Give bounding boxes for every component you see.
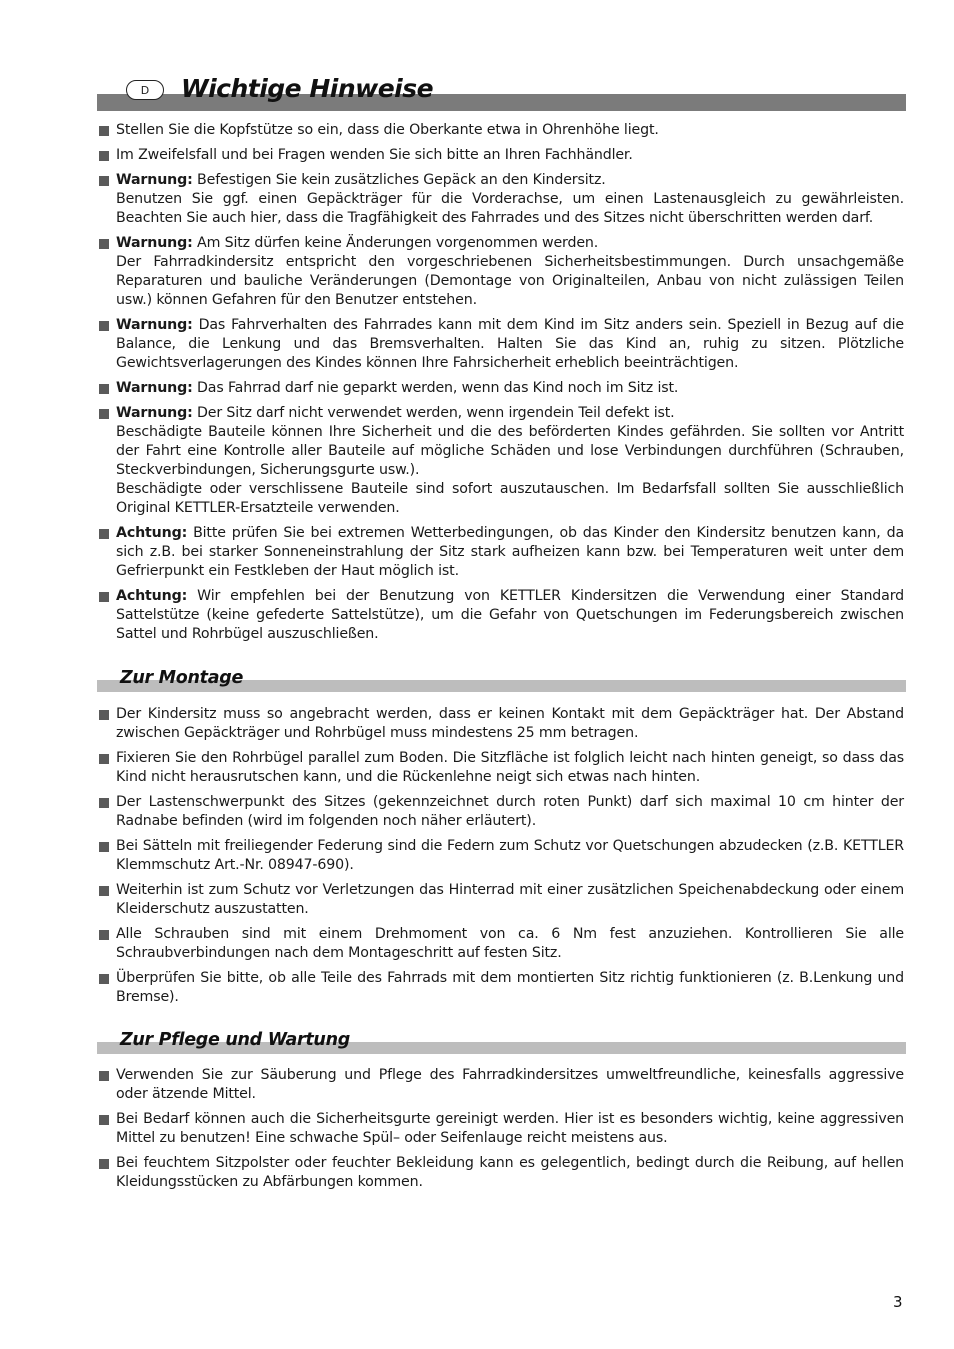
item-text: Benutzen Sie ggf. einen Gepäckträger für die Vorderachse, um einen Lastenausgleich zu gewährleisten. Beachten Sie auch hier, dass die Tragfähigkeit des Fahrrades und des Sitzes nicht überschritten werden darf.: [116, 191, 904, 226]
page-title: Wichtige Hinweise: [181, 74, 434, 103]
square-bullet-icon: [99, 842, 109, 852]
item-line: [116, 316, 904, 373]
item-line: [116, 793, 904, 831]
item-text: Das Fahrrad darf nie geparkt werden, wenn das Kind noch im Sitz ist.: [197, 380, 679, 396]
language-badge: D: [126, 80, 164, 100]
item-text: Das Fahrverhalten des Fahrrades kann mit dem Kind im Sitz anders sein. Speziell in Bezug auf die Balance, die Lenkung und das Bremsverhalten. Halten Sie das Kind an, ruhig zu sitzen. Plötzliche Gewichtsverlagerungen des Kindes können Ihre Fahrsicherheit erheblich beeinträchtigen.: [116, 317, 904, 371]
item-line: [116, 969, 904, 1007]
item-line: [116, 146, 904, 165]
section-list-montage: [97, 705, 904, 1013]
item-line: [116, 379, 904, 398]
square-bullet-icon: [99, 1071, 109, 1081]
item-text: Der Kindersitz muss so angebracht werden, dass er keinen Kontakt mit dem Gepäckträger hat. Der Abstand zwischen Gepäckträger und Rohrbügel muss mindestens 25 mm betragen.: [116, 706, 904, 741]
item-text: Bei Sätteln mit freiliegender Federung sind die Federn zum Schutz vor Quetschungen abzudecken (z.B. KETTLER Klemmschutz Art.-Nr. 08947-690).: [116, 838, 904, 873]
section-title-pflege: Zur Pflege und Wartung: [120, 1030, 350, 1050]
square-bullet-icon: [99, 592, 109, 602]
list-item: [97, 171, 904, 228]
list-item: [97, 1154, 904, 1192]
list-item: [97, 705, 904, 743]
item-text: Weiterhin ist zum Schutz vor Verletzungen das Hinterrad mit einer zusätzlichen Speichenabdeckung oder einem Kleiderschutz auszustatten.: [116, 882, 904, 917]
list-item: [97, 1066, 904, 1104]
square-bullet-icon: [99, 529, 109, 539]
item-line: [116, 234, 904, 253]
item-text: Verwenden Sie zur Säuberung und Pflege des Fahrradkindersitzes umweltfreundliche, keinesfalls aggressive oder ätzende Mittel.: [116, 1067, 904, 1102]
item-text: Am Sitz dürfen keine Änderungen vorgenommen werden.: [197, 235, 599, 251]
section-title-montage: Zur Montage: [120, 668, 244, 688]
list-item: [97, 146, 904, 165]
section-header-montage: [97, 667, 906, 695]
item-line: [116, 171, 904, 190]
square-bullet-icon: [99, 1115, 109, 1125]
item-line: [116, 749, 904, 787]
item-line: [116, 480, 904, 518]
item-label: Warnung:: [116, 405, 193, 421]
item-line: [116, 524, 904, 581]
list-item: [97, 793, 904, 831]
list-item: [97, 316, 904, 373]
item-text: Im Zweifelsfall und bei Fragen wenden Sie sich bitte an Ihren Fachhändler.: [116, 147, 633, 163]
item-text: Bei feuchtem Sitzpolster oder feuchter Bekleidung kann es gelegentlich, bedingt durch die Reibung, auf hellen Kleidungsstücken zu Abfärbungen kommen.: [116, 1155, 904, 1190]
list-item: [97, 587, 904, 644]
list-item: [97, 234, 904, 310]
section-list-hinweise: [97, 121, 904, 650]
section-header-pflege: [97, 1029, 906, 1057]
square-bullet-icon: [99, 126, 109, 136]
list-item: [97, 925, 904, 963]
list-item: [97, 1110, 904, 1148]
list-item: [97, 379, 904, 398]
item-line: [116, 1154, 904, 1192]
item-label: Warnung:: [116, 235, 193, 251]
page-number: 3: [893, 1293, 903, 1311]
item-text: Der Fahrradkindersitz entspricht den vorgeschriebenen Sicherheitsbestimmungen. Durch unsachgemäße Reparaturen und bauliche Veränderungen (Demontage von Originalteilen, Anbau von nicht zulässigen Teilen usw.) können Gefahren für den Benutzer entstehen.: [116, 254, 904, 308]
item-line: [116, 837, 904, 875]
item-text: Bei Bedarf können auch die Sicherheitsgurte gereinigt werden. Hier ist es besonders wichtig, keine aggressiven Mittel zu benutzen! Eine schwache Spül– oder Seifenlauge reicht meistens aus.: [116, 1111, 904, 1146]
item-text: Stellen Sie die Kopfstütze so ein, dass die Oberkante etwa in Ohrenhöhe liegt.: [116, 122, 659, 138]
list-item: [97, 969, 904, 1007]
item-line: [116, 881, 904, 919]
list-item: [97, 881, 904, 919]
list-item: [97, 749, 904, 787]
item-label: Achtung:: [116, 588, 188, 604]
square-bullet-icon: [99, 239, 109, 249]
item-text: Beschädigte oder verschlissene Bauteile sind sofort auszutauschen. Im Bedarfsfall sollten Sie ausschließlich Original KETTLER-Ersatzteile verwenden.: [116, 481, 904, 516]
item-label: Warnung:: [116, 172, 193, 188]
item-line: [116, 925, 904, 963]
item-text: Der Lastenschwerpunkt des Sitzes (gekennzeichnet durch roten Punkt) darf sich maximal 10 cm hinter der Radnabe befinden (wird im folgenden noch näher erläutert).: [116, 794, 904, 829]
item-line: [116, 1066, 904, 1104]
square-bullet-icon: [99, 176, 109, 186]
list-item: [97, 524, 904, 581]
item-line: [116, 404, 904, 423]
item-text: Beschädigte Bauteile können Ihre Sicherheit und die des beförderten Kindes gefährden. Sie sollten vor Antritt der Fahrt eine Kontrolle aller Bauteile auf mögliche Schäden und lose Verbindungen durchführen (Schrauben, Steckverbindungen, Sicherungsgurte usw.).: [116, 424, 904, 478]
item-text: Überprüfen Sie bitte, ob alle Teile des Fahrrads mit dem montierten Sitz richtig funktionieren (z. B.Lenkung und Bremse).: [116, 970, 904, 1005]
item-text: Der Sitz darf nicht verwendet werden, wenn irgendein Teil defekt ist.: [197, 405, 675, 421]
item-line: [116, 121, 904, 140]
square-bullet-icon: [99, 886, 109, 896]
square-bullet-icon: [99, 754, 109, 764]
square-bullet-icon: [99, 798, 109, 808]
square-bullet-icon: [99, 384, 109, 394]
square-bullet-icon: [99, 930, 109, 940]
item-line: [116, 587, 904, 644]
item-text: Fixieren Sie den Rohrbügel parallel zum Boden. Die Sitzfläche ist folglich leicht nach hinten geneigt, so dass das Kind nicht herausrutschen kann, und die Rückenlehne neigt sich etwas nach hinten.: [116, 750, 904, 785]
square-bullet-icon: [99, 710, 109, 720]
square-bullet-icon: [99, 321, 109, 331]
item-line: [116, 705, 904, 743]
square-bullet-icon: [99, 409, 109, 419]
item-text: Bitte prüfen Sie bei extremen Wetterbedingungen, ob das Kinder den Kindersitz benutzen kann, da sich z.B. bei starker Sonneneinstrahlung der Sitz stark aufheizen kann bzw. bei Temperaturen weit unter dem Gefrierpunkt ein Festkleben der Haut möglich ist.: [116, 525, 904, 579]
square-bullet-icon: [99, 151, 109, 161]
item-line: [116, 423, 904, 480]
item-line: [116, 253, 904, 310]
square-bullet-icon: [99, 974, 109, 984]
section-list-pflege: [97, 1066, 904, 1198]
item-text: Befestigen Sie kein zusätzliches Gepäck an den Kindersitz.: [197, 172, 606, 188]
item-line: [116, 1110, 904, 1148]
main-header: [97, 70, 906, 112]
item-label: Warnung:: [116, 317, 193, 333]
item-text: Wir empfehlen bei der Benutzung von KETTLER Kindersitzen die Verwendung einer Standard Sattelstütze (keine gefederte Sattelstütze), um die Gefahr von Quetschungen im Federungsbereich zwischen Sattel und Rohrbügel auszuschließen.: [116, 588, 904, 642]
list-item: [97, 404, 904, 518]
item-label: Achtung:: [116, 525, 188, 541]
list-item: [97, 121, 904, 140]
square-bullet-icon: [99, 1159, 109, 1169]
item-text: Alle Schrauben sind mit einem Drehmoment von ca. 6 Nm fest anzuziehen. Kontrollieren Sie alle Schraubverbindungen nach dem Montageschritt auf festen Sitz.: [116, 926, 904, 961]
item-line: [116, 190, 904, 228]
item-label: Warnung:: [116, 380, 193, 396]
list-item: [97, 837, 904, 875]
